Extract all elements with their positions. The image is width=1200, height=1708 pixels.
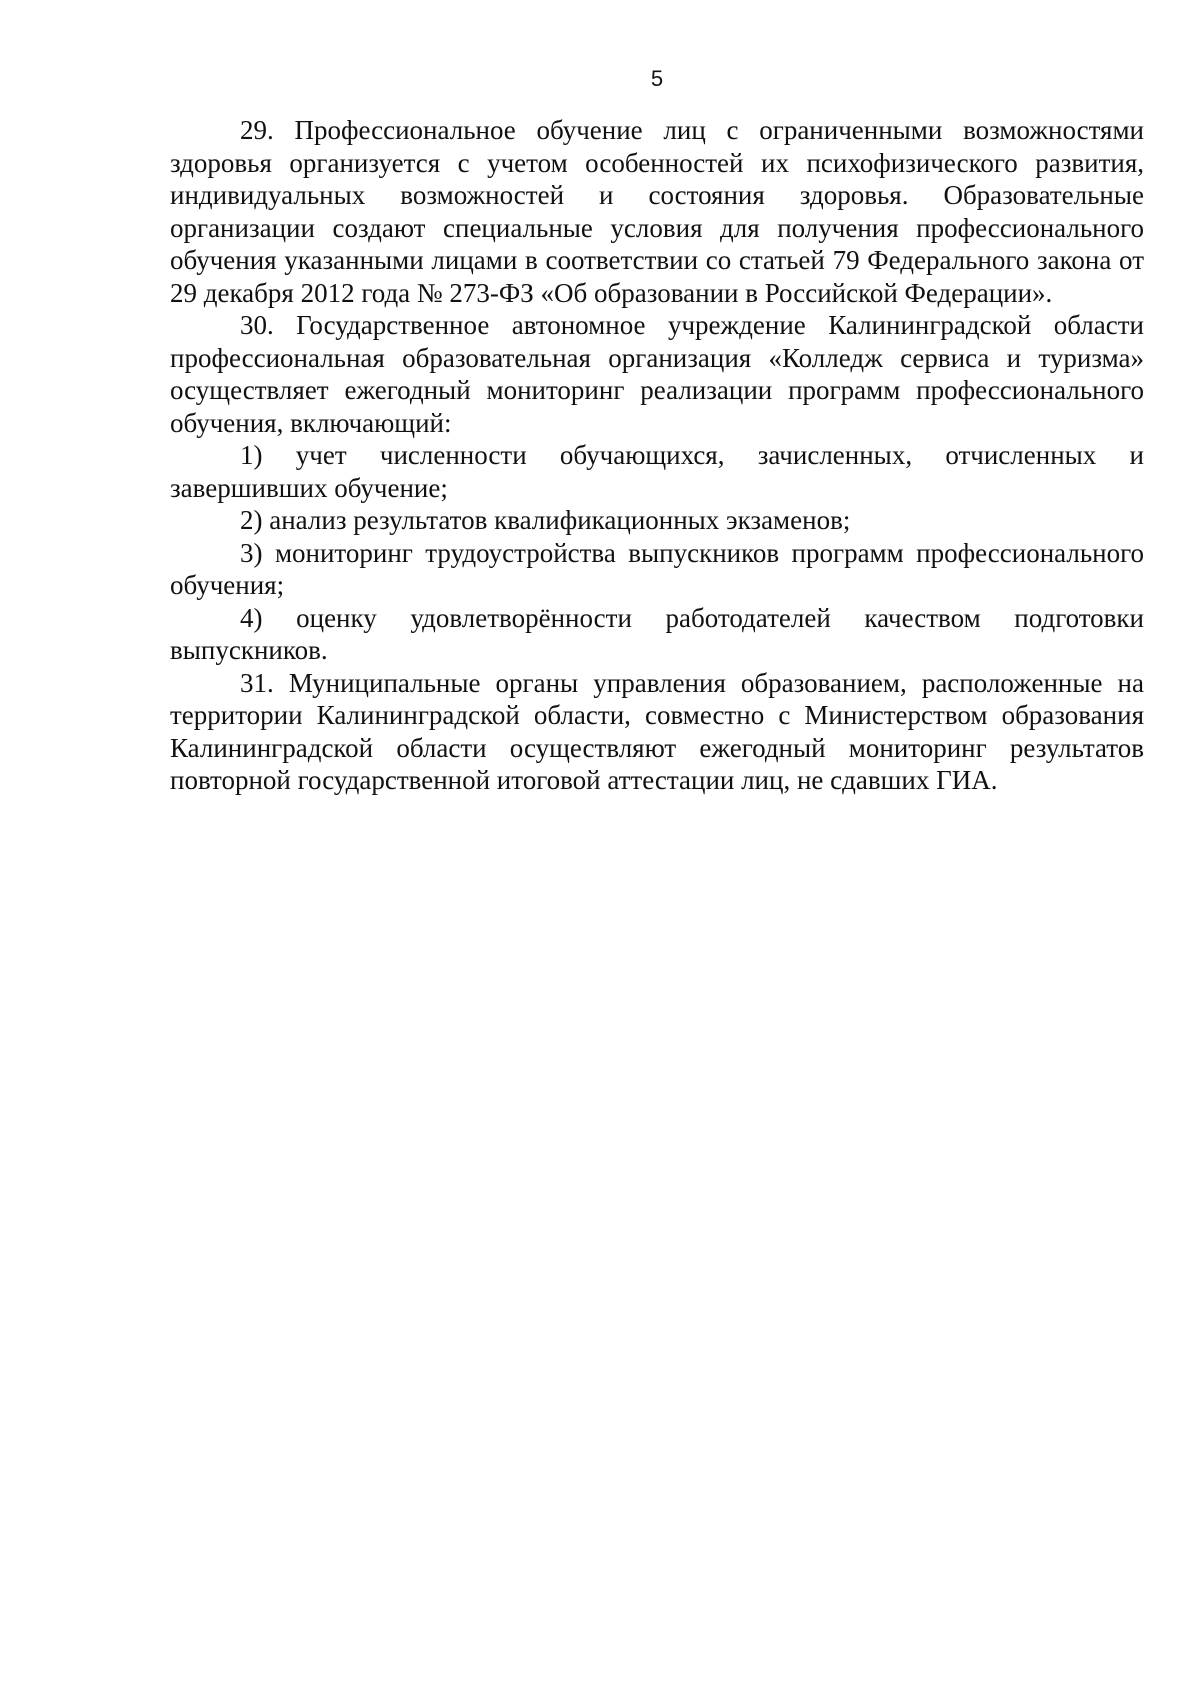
document-body: [170, 114, 1144, 797]
list-item-4: 4) оценку удовлетворённости работодателей качеством подготовки выпускников.: [170, 602, 1144, 665]
list-item-2: 2) анализ результатов квалификационных экзаменов;: [240, 505, 851, 535]
list-item-1: 1) учет численности обучающихся, зачисленных, отчисленных и завершивших обучение;: [170, 440, 1144, 503]
paragraph-31: 31. Муниципальные органы управления образованием, расположенные на территории Калининградской области, совместно с Министерством образования Калининградской области осуществляют ежегодный мониторинг результатов повторной государственной итоговой аттестации лиц, не сдавших ГИА.: [170, 667, 1144, 795]
paragraph-29: 29. Профессиональное обучение лиц с ограниченными возможностями здоровья организуется с учетом особенностей их психофизического развития, индивидуальных возможностей и состояния здоровья. Образовательные организации создают специальные условия для получения профессионального обучения указанными лицами в соответствии со статьей 79 Федерального закона от 29 декабря 2012 года № 273-ФЗ «Об образовании в Российской Федерации».: [170, 115, 1144, 308]
list-item-3: 3) мониторинг трудоустройства выпускников программ профессионального обучения;: [170, 537, 1144, 600]
page-number: 5: [650, 66, 664, 91]
paragraph-30: 30. Государственное автономное учреждение Калининградской области профессиональная образовательная организация «Колледж сервиса и туризма» осуществляет ежегодный мониторинг реализации программ профессионального обучения, включающий:: [170, 310, 1144, 438]
